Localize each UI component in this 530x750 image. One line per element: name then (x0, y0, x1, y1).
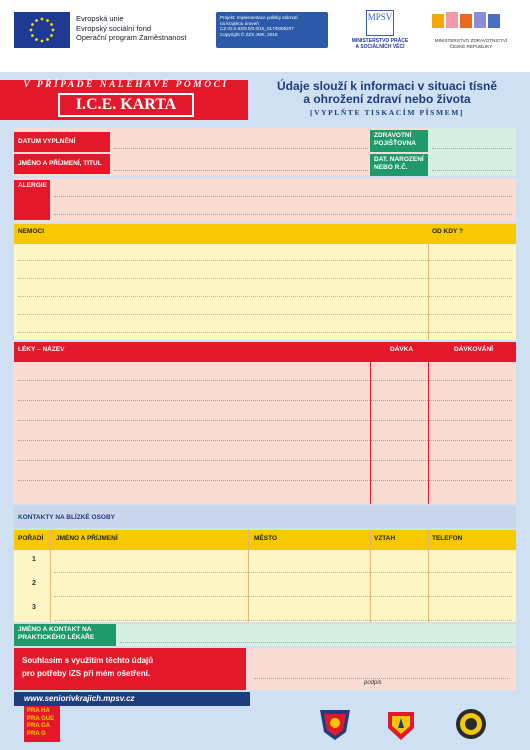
leky-body (14, 362, 516, 504)
signature-label: podpis (364, 680, 382, 686)
eu-star (30, 29, 33, 32)
contact-row-1: 1 (32, 556, 36, 563)
contact-line-3[interactable] (54, 620, 512, 621)
alergie-label: ALERGIE (14, 180, 50, 220)
eu-star (50, 34, 53, 37)
eu-star (35, 38, 38, 41)
ambulance-emblem-icon (454, 706, 488, 742)
od-kdy-label: OD KDY ? (432, 228, 463, 235)
fire-rescue-emblem-icon (318, 706, 352, 742)
col-vztah: VZTAH (374, 535, 396, 542)
logo-bar (0, 0, 530, 72)
alergie-line-1[interactable] (54, 196, 512, 197)
leky-line-4[interactable] (18, 440, 512, 441)
project-info: Projekt: Implementace politiky stárnutí na krajskou úroveň CZ.03.2.63/0.0/0.0/15_017/0006207 Copyright © ZZS JMK, 2018 (216, 12, 328, 48)
nemoci-line-5[interactable] (18, 332, 512, 333)
davka-label: DÁVKA (390, 346, 414, 353)
ice-title: I.C.E. KARTA (58, 93, 194, 117)
leky-line-5[interactable] (18, 460, 512, 461)
ice-subtitle: V PŘÍPADĚ NALÉHAVÉ POMOCI (23, 80, 229, 90)
green-fields (428, 128, 516, 176)
pojistovna-label: ZDRAVOTNÍ POJIŠŤOVNA (370, 130, 428, 152)
eu-star (31, 34, 34, 37)
eu-star (52, 29, 55, 32)
contact-row-2: 2 (32, 580, 36, 587)
contacts-divider-2 (248, 530, 249, 622)
leky-line-3[interactable] (18, 420, 512, 421)
website-link[interactable]: www.seniorivkrajich.mpsv.cz (14, 692, 250, 706)
contacts-divider-3 (370, 530, 371, 622)
nemoci-line-4[interactable] (18, 314, 512, 315)
consent-box: Souhlasím s využitím těchto údajů pro potřeby IZS při mém ošetření. (14, 648, 246, 690)
praha-logo: PRA HA PRA GUE PRA GA PRA G (24, 706, 60, 742)
contact-line-1[interactable] (54, 572, 512, 573)
eu-star (46, 19, 49, 22)
eu-star (31, 23, 34, 26)
nemoci-line-3[interactable] (18, 296, 512, 297)
mzcr-label: MINISTERSTVO ZDRAVOTNICTVÍ ČESKÉ REPUBLIKY (434, 38, 508, 49)
col-telefon: TELEFON (432, 535, 463, 542)
contacts-divider-1 (50, 530, 51, 622)
leky-label: LÉKY – NÁZEV (18, 346, 65, 353)
leky-line-6[interactable] (18, 480, 512, 481)
leky-divider-2 (428, 362, 429, 504)
col-jmeno: JMÉNO A PŘÍJMENÍ (56, 535, 118, 542)
leky-line-1[interactable] (18, 380, 512, 381)
eu-star (50, 23, 53, 26)
nemoci-line-1[interactable] (18, 260, 512, 261)
eu-star (46, 38, 49, 41)
nemoci-line-2[interactable] (18, 278, 512, 279)
narozeni-field[interactable] (432, 170, 512, 171)
nemoci-body (14, 244, 516, 340)
kontakty-label: KONTAKTY NA BLÍZKÉ OSOBY (18, 514, 116, 521)
contacts-divider-4 (428, 530, 429, 622)
lekar-label: JMÉNO A KONTAKT NA PRAKTICKÉHO LÉKAŘE (14, 624, 116, 646)
leky-divider-1 (370, 362, 371, 504)
leky-header (14, 342, 516, 362)
contact-row-3: 3 (32, 604, 36, 611)
eu-star (41, 18, 44, 21)
nemoci-divider (428, 244, 429, 340)
eu-star (35, 19, 38, 22)
eu-flag-icon (14, 12, 70, 48)
datum-label: DATUM VYPLNĚNÍ (14, 132, 110, 152)
signature-area (248, 648, 516, 690)
ice-info: Údaje slouží k informaci v situaci tísně a ohrožení zdraví nebo života (276, 79, 498, 106)
davkovani-label: DÁVKOVÁNÍ (454, 346, 494, 353)
jmeno-label: JMÉNO A PŘÍJMENÍ, TITUL (14, 154, 110, 174)
narozeni-label: DAT. NAROZENÍ NEBO R.Č. (370, 154, 428, 176)
lekar-field[interactable] (120, 642, 512, 643)
mpsv-label: MINISTERSTVO PRÁCE A SOCIÁLNÍCH VĚCÍ (351, 38, 409, 50)
leky-line-2[interactable] (18, 400, 512, 401)
alergie-section (14, 178, 516, 222)
mpsv-logo-icon: MPSV (366, 10, 394, 36)
jmeno-field[interactable] (114, 170, 368, 171)
contact-line-2[interactable] (54, 596, 512, 597)
mzcr-logo-icon (432, 10, 508, 34)
col-poradi: POŘADÍ (18, 535, 44, 542)
ice-fill-note: [VYPLŇTE TISKACÍM PÍSMEM] (309, 108, 465, 117)
nemoci-label: NEMOCI (18, 228, 44, 235)
signature-field[interactable] (254, 678, 510, 679)
eu-text: Evropská unie Evropský sociální fond Operační program Zaměstnanost (76, 14, 187, 42)
pojistovna-field[interactable] (432, 148, 512, 149)
col-mesto: MĚSTO (254, 535, 277, 542)
police-emblem-icon (384, 706, 418, 742)
eu-star (41, 40, 44, 43)
contacts-body (14, 550, 516, 622)
datum-field[interactable] (114, 148, 368, 149)
alergie-line-2[interactable] (54, 214, 512, 215)
